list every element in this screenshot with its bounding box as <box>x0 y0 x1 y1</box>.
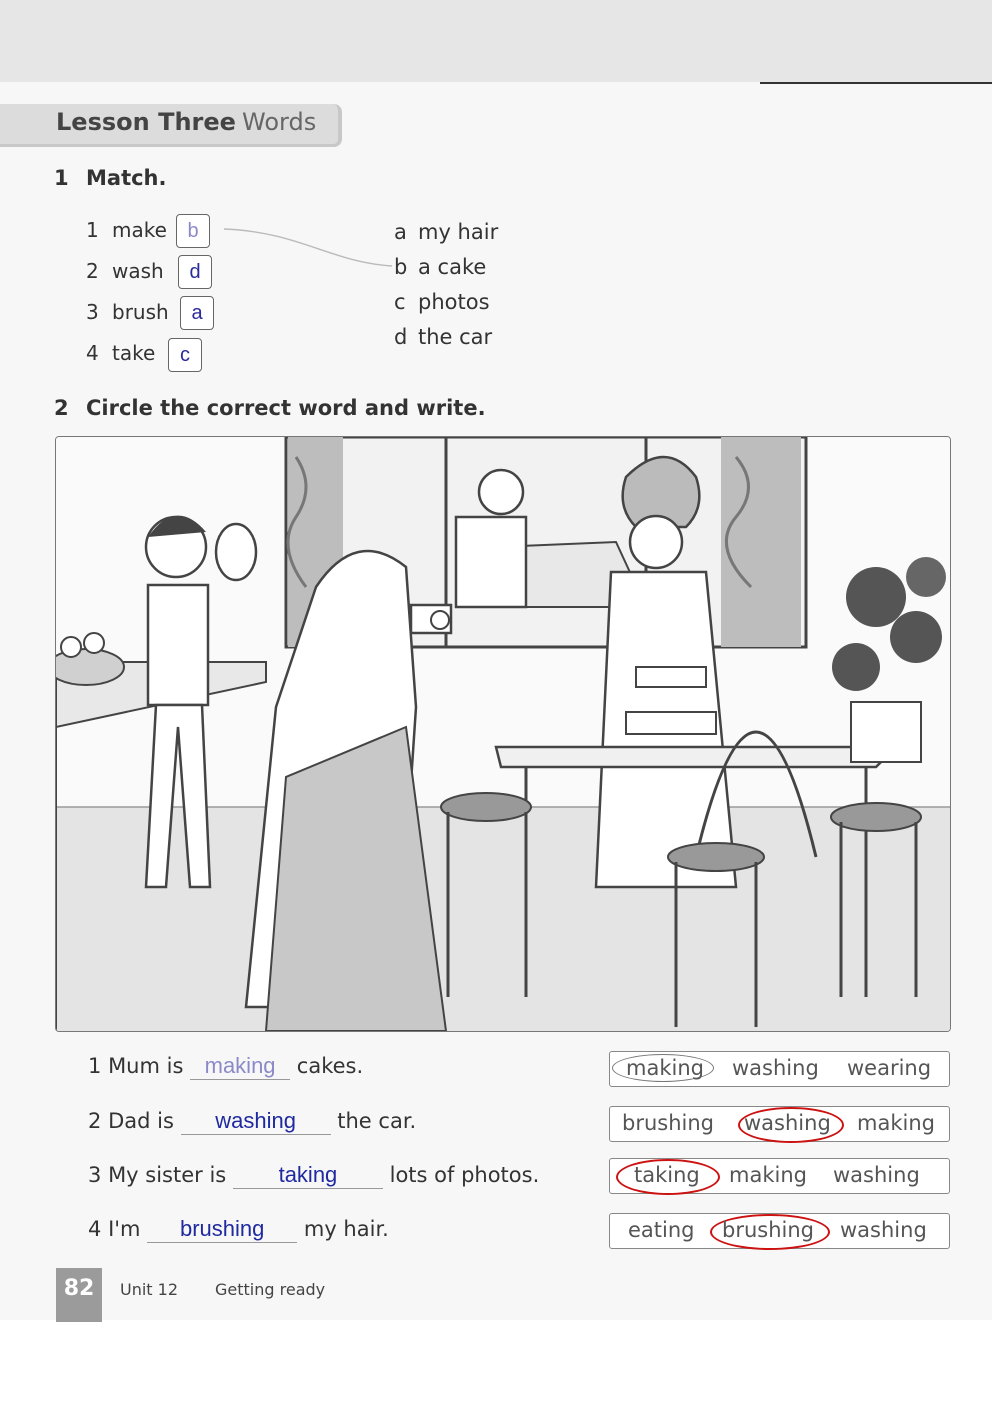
answer-box-3[interactable]: a <box>180 296 214 330</box>
choice-word[interactable]: brushing <box>722 1218 814 1242</box>
choice-word[interactable]: taking <box>634 1163 700 1187</box>
bottom-margin <box>0 1320 992 1403</box>
match-verb: brush <box>112 300 169 324</box>
match-item-3: 3 brush <box>86 300 169 324</box>
sentence-1: 1 Mum is making cakes. <box>88 1053 364 1078</box>
choice-word[interactable]: washing <box>732 1056 819 1080</box>
page-number: 82 <box>56 1268 102 1322</box>
match-option-a: a my hair <box>394 220 499 244</box>
choice-word[interactable]: making <box>729 1163 807 1187</box>
unit-label: Unit 12 <box>120 1280 179 1299</box>
choice-word[interactable]: washing <box>833 1163 920 1187</box>
lesson-title: Lesson Three <box>56 108 236 136</box>
match-verb: take <box>112 341 156 365</box>
choice-box-3 <box>609 1158 950 1194</box>
illustration-family-getting-ready <box>55 436 951 1032</box>
match-item-2: 2 wash <box>86 259 164 283</box>
answer-blank-3[interactable]: taking <box>233 1162 383 1189</box>
lesson-section: Words <box>242 108 317 136</box>
answer-blank-4[interactable]: brushing <box>147 1216 297 1243</box>
match-item-1: 1 make <box>86 218 167 242</box>
exercise-2-number: 2 <box>54 396 69 420</box>
choice-word[interactable]: wearing <box>847 1056 932 1080</box>
choice-word[interactable]: eating <box>628 1218 695 1242</box>
sentence-2: 2 Dad is washing the car. <box>88 1108 417 1133</box>
answer-box-4[interactable]: c <box>168 338 202 372</box>
answer-blank-1[interactable]: making <box>190 1053 290 1080</box>
exercise-1-instruction: Match. <box>86 166 167 190</box>
sentence-4: 4 I'm brushing my hair. <box>88 1216 389 1241</box>
answer-box-2[interactable]: d <box>178 255 212 289</box>
unit-topic: Getting ready <box>215 1280 326 1299</box>
match-option-d: d the car <box>394 325 493 349</box>
choice-word[interactable]: making <box>857 1111 935 1135</box>
answer-box-1[interactable]: b <box>176 214 210 248</box>
match-verb: wash <box>112 259 164 283</box>
choice-word[interactable]: washing <box>744 1111 831 1135</box>
choice-box-4 <box>609 1213 950 1249</box>
choice-word[interactable]: making <box>626 1056 704 1080</box>
match-option-c: c photos <box>394 290 490 314</box>
sentence-3: 3 My sister is taking lots of photos. <box>88 1162 540 1187</box>
choice-word[interactable]: brushing <box>622 1111 714 1135</box>
choice-box-2 <box>609 1106 950 1142</box>
illustration-drawing <box>56 437 950 1031</box>
match-line <box>0 0 992 400</box>
exercise-1-number: 1 <box>54 166 69 190</box>
choice-word[interactable]: washing <box>840 1218 927 1242</box>
match-verb: make <box>112 218 167 242</box>
exercise-2-instruction: Circle the correct word and write. <box>86 396 486 420</box>
match-option-b: b a cake <box>394 255 487 279</box>
choice-box-1 <box>609 1051 950 1087</box>
match-item-4: 4 take <box>86 341 156 365</box>
answer-blank-2[interactable]: washing <box>181 1108 331 1135</box>
